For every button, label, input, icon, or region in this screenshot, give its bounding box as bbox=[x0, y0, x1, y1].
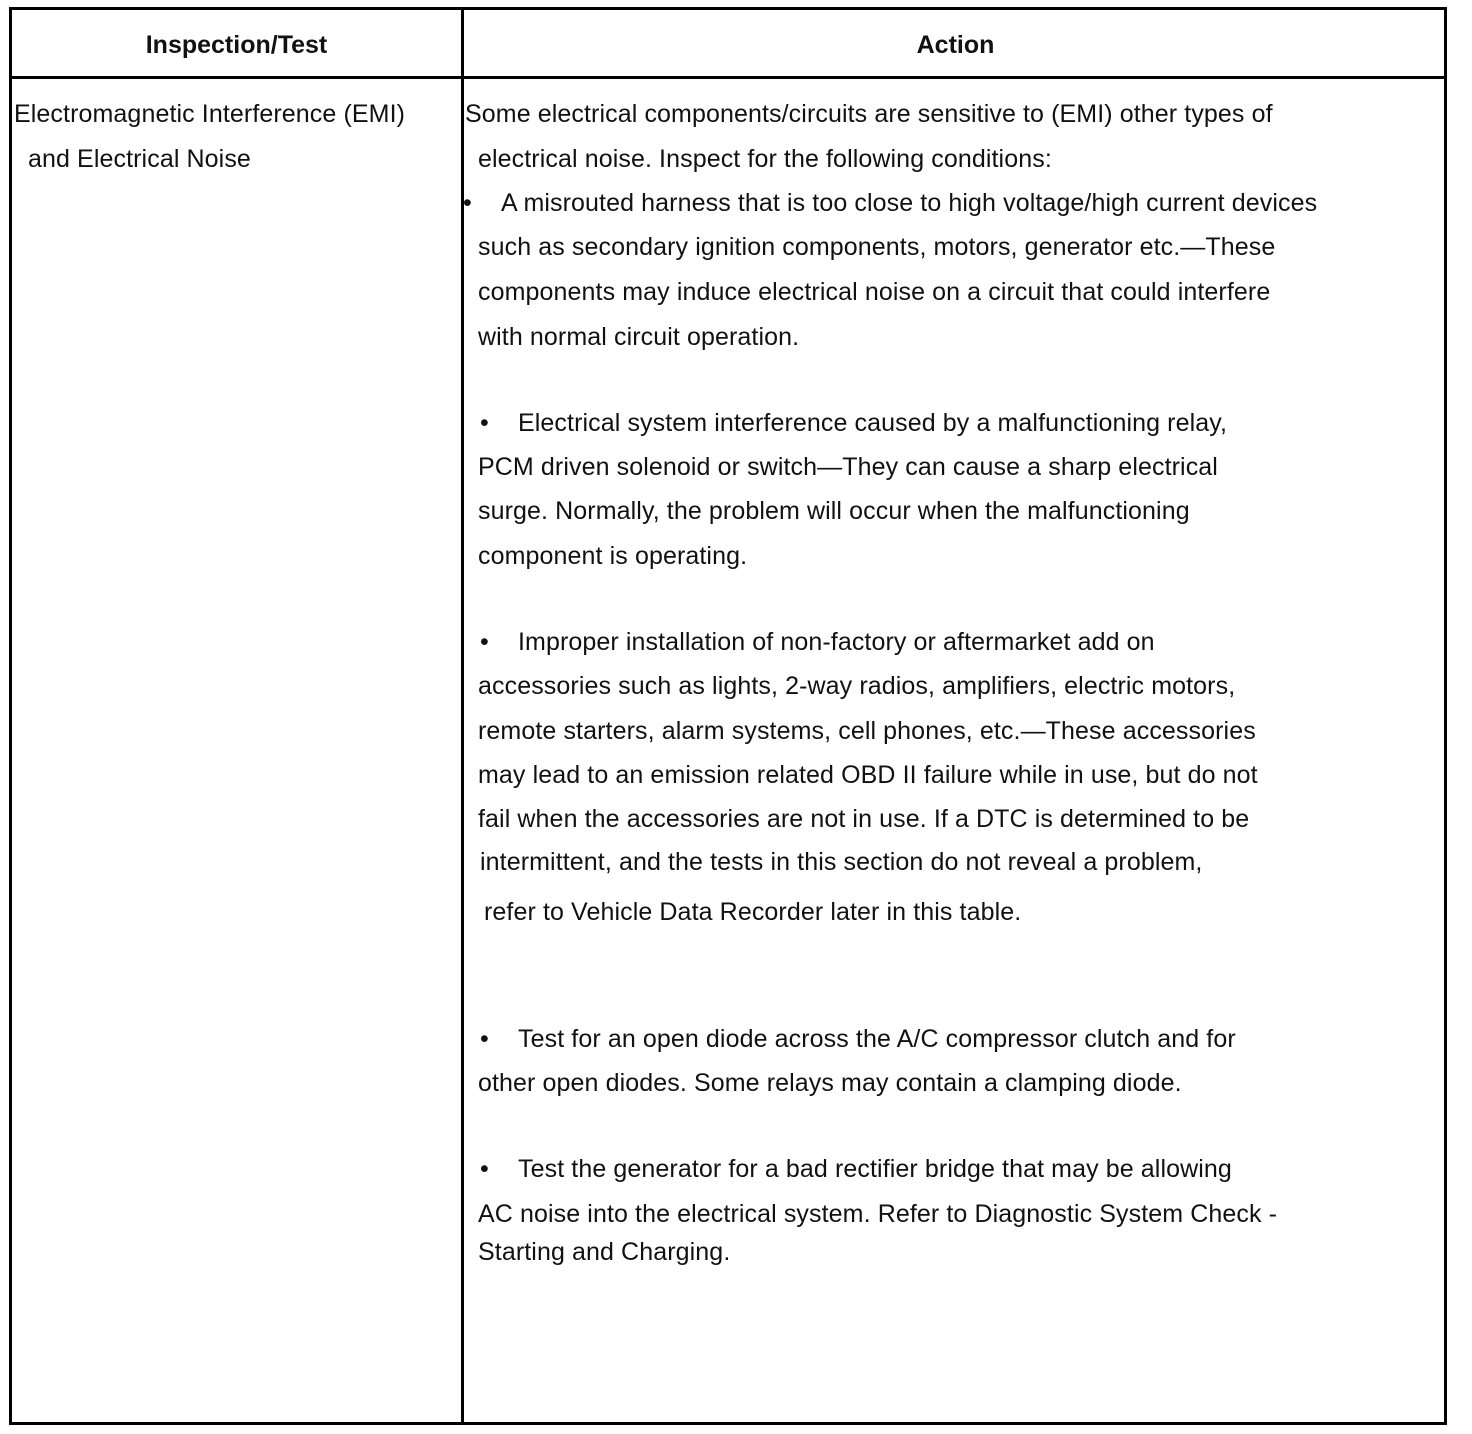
bullet-5-line-2: AC noise into the electrical system. Refer to Diagnostic System Check - bbox=[478, 1200, 1278, 1228]
bullet-1-line-3: components may induce electrical noise on a circuit that could interfere bbox=[478, 278, 1271, 306]
bullet-3-line-3: remote starters, alarm systems, cell phones, etc.—These accessories bbox=[478, 717, 1256, 745]
bullet-3-marker: • bbox=[480, 628, 489, 656]
inspection-line-2: and Electrical Noise bbox=[28, 145, 251, 173]
bullet-2-line-3: surge. Normally, the problem will occur when the malfunctioning bbox=[478, 497, 1190, 525]
bullet-1-marker: • bbox=[463, 189, 472, 217]
bullet-3-line-2: accessories such as lights, 2-way radios, amplifiers, electric motors, bbox=[478, 672, 1236, 700]
bullet-3-line-1: Improper installation of non-factory or aftermarket add on bbox=[518, 628, 1155, 656]
inspection-line-1: Electromagnetic Interference (EMI) bbox=[14, 100, 406, 128]
header-action: Action bbox=[916, 31, 995, 59]
bullet-4-marker: • bbox=[480, 1025, 489, 1053]
bullet-4-line-2: other open diodes. Some relays may contain a clamping diode. bbox=[478, 1069, 1182, 1097]
bullet-1-line-4: with normal circuit operation. bbox=[478, 323, 800, 351]
bullet-2-line-2: PCM driven solenoid or switch—They can cause a sharp electrical bbox=[478, 453, 1218, 481]
bullet-5-marker: • bbox=[480, 1155, 489, 1183]
bullet-2-marker: • bbox=[480, 409, 489, 437]
bullet-3-line-5: fail when the accessories are not in use. If a DTC is determined to be bbox=[478, 805, 1250, 833]
bullet-1-line-1: A misrouted harness that is too close to high voltage/high current devices bbox=[501, 189, 1318, 217]
intro-line-1: Some electrical components/circuits are sensitive to (EMI) other types of bbox=[465, 100, 1273, 128]
bullet-2-line-1: Electrical system interference caused by a malfunctioning relay, bbox=[518, 409, 1228, 437]
column-divider bbox=[461, 10, 464, 1422]
bullet-5-line-1: Test the generator for a bad rectifier bridge that may be allowing bbox=[518, 1155, 1232, 1183]
intro-line-2: electrical noise. Inspect for the following conditions: bbox=[478, 145, 1052, 173]
bullet-5-line-3: Starting and Charging. bbox=[478, 1238, 731, 1266]
bullet-1-line-2: such as secondary ignition components, motors, generator etc.—These bbox=[478, 233, 1276, 261]
header-divider bbox=[12, 76, 1444, 79]
header-inspection-test: Inspection/Test bbox=[145, 31, 328, 59]
bullet-3-line-4: may lead to an emission related OBD II failure while in use, but do not bbox=[478, 761, 1258, 789]
bullet-3-line-7: refer to Vehicle Data Recorder later in this table. bbox=[484, 898, 1022, 926]
bullet-2-line-4: component is operating. bbox=[478, 542, 748, 570]
bullet-4-line-1: Test for an open diode across the A/C compressor clutch and for bbox=[518, 1025, 1236, 1053]
bullet-3-line-6: intermittent, and the tests in this section do not reveal a problem, bbox=[480, 848, 1203, 876]
